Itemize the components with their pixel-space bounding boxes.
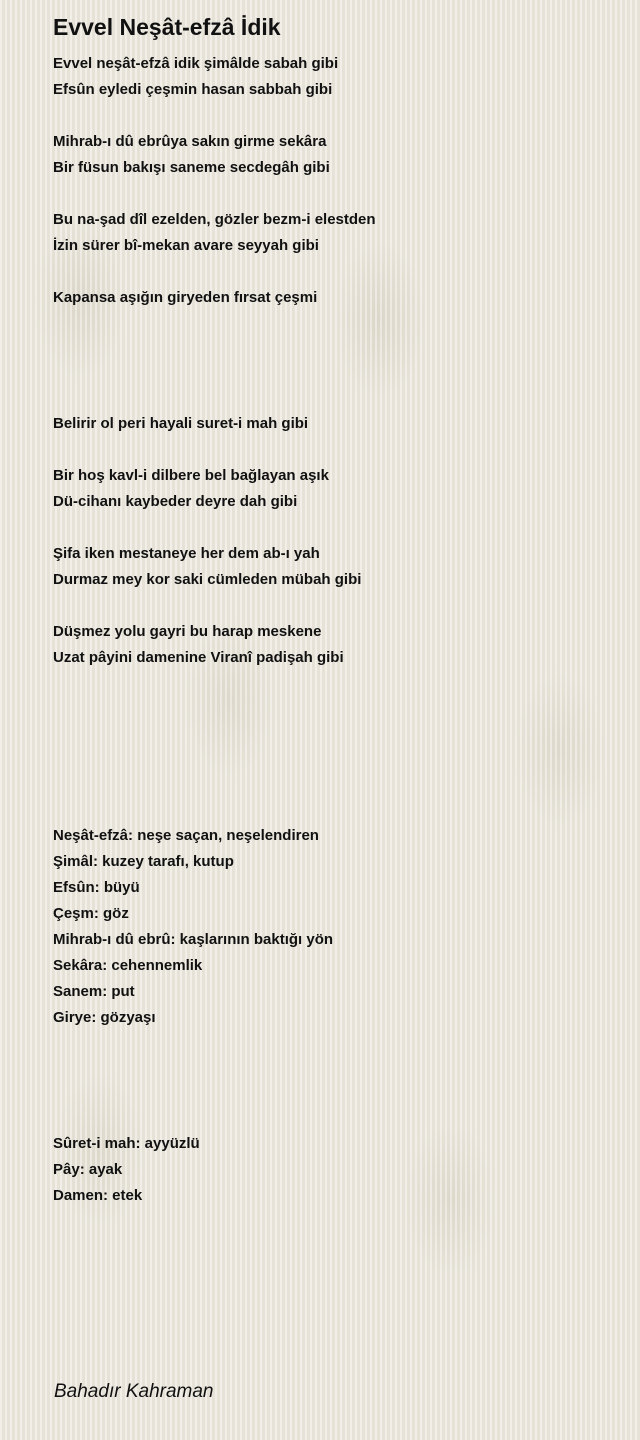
poem-title: Evvel Neşât-efzâ İdik — [53, 14, 281, 40]
glossary-item: Sekâra: cehennemlik — [53, 957, 203, 974]
poem-line: Efsûn eyledi çeşmin hasan sabbah gibi — [53, 81, 333, 98]
glossary-item: Neşât-efzâ: neşe saçan, neşelendiren — [53, 827, 319, 844]
glossary-item: Girye: gözyaşı — [53, 1009, 156, 1026]
glossary-item: Çeşm: göz — [53, 905, 129, 922]
poem-line: Dü-cihanı kaybeder deyre dah gibi — [53, 493, 298, 510]
poem-line: İzin sürer bî-mekan avare seyyah gibi — [53, 237, 319, 254]
glossary-item: Efsûn: büyü — [53, 879, 140, 896]
poem-line: Evvel neşât-efzâ idik şimâlde sabah gibi — [53, 55, 339, 72]
glossary-item: Sanem: put — [53, 983, 135, 1000]
poem-line: Düşmez yolu gayri bu harap meskene — [53, 623, 322, 640]
poem-line: Bu na-şad dîl ezelden, gözler bezm-i elestden — [53, 211, 376, 228]
poem-line: Kapansa aşığın giryeden fırsat çeşmi — [53, 289, 318, 306]
author-name: Bahadır Kahraman — [54, 1381, 214, 1402]
glossary-item: Damen: etek — [53, 1187, 143, 1204]
poem-line: Uzat pâyini damenine Viranî padişah gibi — [53, 649, 344, 666]
poem-line: Belirir ol peri hayali suret-i mah gibi — [53, 415, 309, 432]
poem-line: Durmaz mey kor saki cümleden mübah gibi — [53, 571, 362, 588]
poem-line: Bir hoş kavl-i dilbere bel bağlayan aşık — [53, 467, 329, 484]
glossary-item: Şimâl: kuzey tarafı, kutup — [53, 853, 234, 870]
glossary-item: Pây: ayak — [53, 1161, 123, 1178]
poem-line: Mihrab-ı dû ebrûya sakın girme sekâra — [53, 133, 327, 150]
poem-line: Bir füsun bakışı saneme secdegâh gibi — [53, 159, 330, 176]
glossary-item: Mihrab-ı dû ebrû: kaşlarının baktığı yön — [53, 931, 334, 948]
poem-line: Şifa iken mestaneye her dem ab-ı yah — [53, 545, 320, 562]
glossary-item: Sûret-i mah: ayyüzlü — [53, 1135, 200, 1152]
